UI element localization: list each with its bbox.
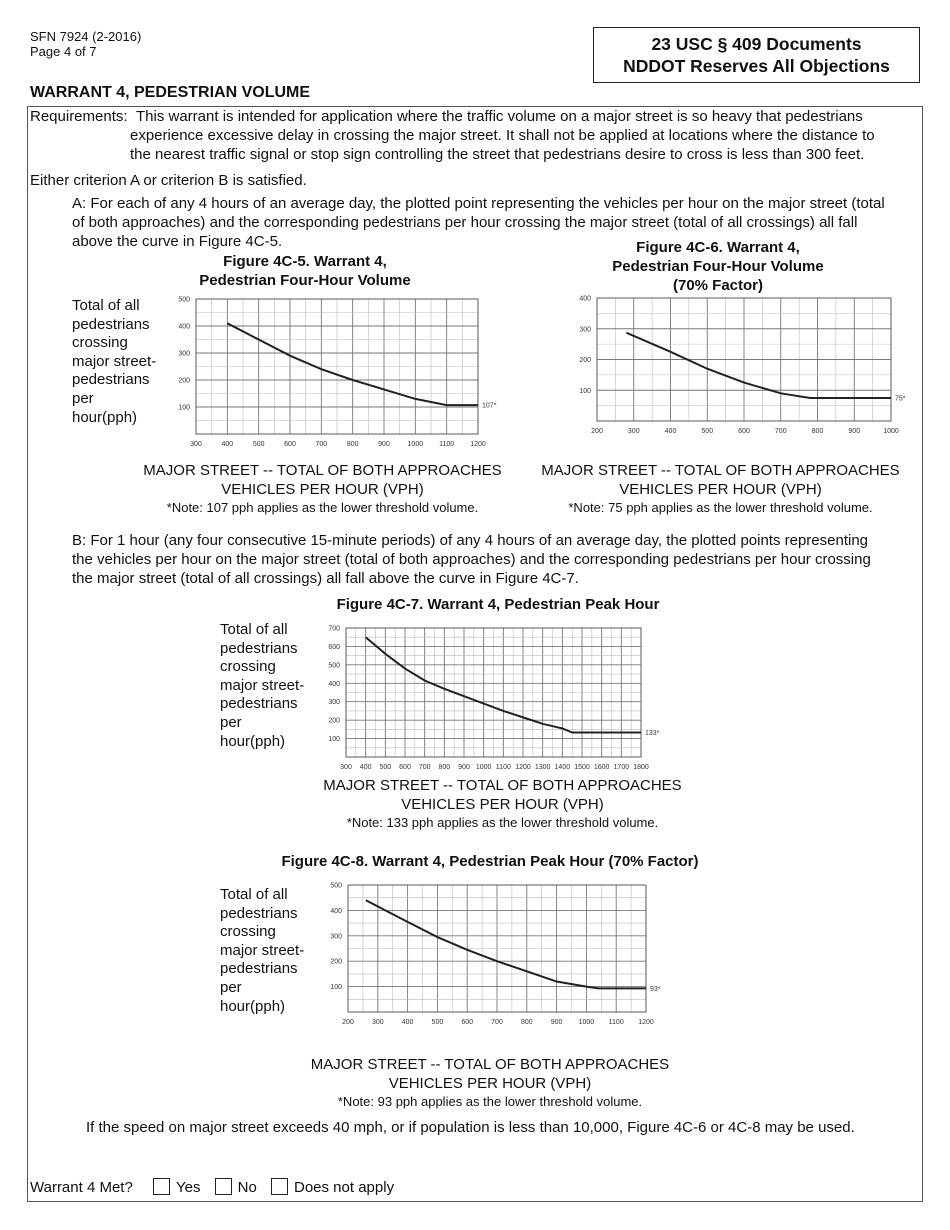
figure-4c7-y-label — [220, 621, 304, 751]
figure-4c8-y-label — [220, 886, 304, 1016]
x-tick-label: 1200 — [638, 1019, 654, 1026]
yes-checkbox[interactable] — [153, 1178, 170, 1195]
x-label-line-2: VEHICLES PER HOUR (VPH) — [401, 796, 604, 813]
figure-4c8-title: Figure 4C-8. Warrant 4, Pedestrian Peak Hour (70% Factor) — [281, 853, 699, 870]
x-tick-label: 300 — [371, 1019, 384, 1026]
x-tick-label: 300 — [340, 764, 352, 771]
x-tick-label: 500 — [431, 1019, 444, 1026]
y-label-line: pedestrians — [220, 960, 298, 978]
x-label-line-2: VEHICLES PER HOUR (VPH) — [388, 1075, 592, 1092]
na-option[interactable] — [271, 1179, 394, 1196]
figure-4c6-x-label — [528, 461, 913, 499]
x-tick-label: 1800 — [633, 764, 649, 771]
y-label-line: crossing — [220, 923, 276, 941]
threshold-label: 133* — [645, 729, 660, 737]
x-tick-label: 500 — [701, 428, 714, 435]
criterion-b-line-3: the major street (total of all crossings) all fall above the curve in Figure 4C-7. — [72, 570, 579, 587]
criterion-a-line-3: above the curve in Figure 4C-5. — [72, 233, 283, 250]
figure-4c5-x-label — [130, 461, 515, 499]
x-tick-label: 200 — [591, 428, 603, 435]
x-tick-label: 400 — [664, 428, 677, 435]
x-tick-label: 400 — [401, 1019, 414, 1026]
figure-4c6-title-1: Figure 4C-6. Warrant 4, — [636, 239, 800, 256]
x-tick-label: 800 — [811, 428, 824, 435]
figure-4c8-x-label — [285, 1055, 695, 1093]
y-label-line: pedestrians — [72, 315, 150, 333]
x-label-line-2: VEHICLES PER HOUR (VPH) — [619, 481, 822, 498]
figure-4c7-chart — [320, 620, 670, 770]
threshold-curve — [626, 333, 891, 398]
y-tick-label: 100 — [330, 984, 342, 992]
y-label-line: pedestrians — [220, 639, 298, 657]
threshold-label: 93* — [650, 985, 661, 993]
y-label-line: hour(pph) — [220, 997, 286, 1015]
x-tick-label: 1600 — [593, 764, 610, 771]
x-tick-label: 1200 — [515, 764, 531, 771]
y-tick-label: 400 — [579, 295, 591, 303]
x-tick-label: 800 — [438, 764, 451, 771]
x-tick-label: 600 — [399, 764, 411, 771]
x-tick-label: 900 — [458, 764, 470, 771]
figure-4c5-y-label — [72, 297, 156, 427]
x-tick-label: 400 — [359, 764, 372, 771]
x-tick-label: 700 — [315, 441, 328, 448]
x-tick-label: 500 — [379, 764, 392, 771]
criterion-b-line-1: B: For 1 hour (any four consecutive 15-minute periods) of any 4 hours of an average day, the plotted points representing — [72, 532, 869, 549]
x-tick-label: 1100 — [495, 764, 511, 771]
x-label-line-1: MAJOR STREET -- TOTAL OF BOTH APPROACHES — [310, 1056, 670, 1073]
y-tick-label: 300 — [178, 350, 190, 358]
form-number: SFN 7924 (2-2016) — [30, 29, 142, 44]
y-tick-label: 700 — [328, 625, 340, 633]
na-label: Does not apply — [294, 1179, 395, 1196]
figure-4c7-x-label — [305, 776, 700, 814]
y-tick-label: 500 — [330, 882, 342, 890]
x-tick-label: 900 — [848, 428, 861, 435]
requirements-line-1: This warrant is intended for application where the traffic volume on a major street is so heavy that pedestrians — [136, 108, 863, 125]
x-tick-label: 1000 — [578, 1019, 595, 1026]
criteria-intro: Either criterion A or criterion B is satisfied. — [30, 172, 307, 189]
x-tick-label: 1000 — [407, 441, 424, 448]
y-tick-label: 200 — [328, 717, 340, 725]
y-label-line: pedestrians — [72, 371, 150, 389]
y-tick-label: 100 — [579, 387, 591, 395]
speed-note: If the speed on major street exceeds 40 mph, or if population is less than 10,000, Figure 4C-6 or 4C-8 may be used. — [86, 1119, 855, 1136]
stamp-line-1: 23 USC § 409 Documents — [651, 34, 862, 54]
x-tick-label: 700 — [491, 1019, 503, 1026]
section-title: WARRANT 4, PEDESTRIAN VOLUME — [30, 84, 311, 101]
figure-4c5-note: *Note: 107 pph applies as the lower threshold volume. — [166, 500, 479, 515]
y-tick-label: 300 — [579, 326, 591, 334]
yes-label: Yes — [175, 1179, 201, 1196]
x-tick-label: 600 — [461, 1019, 474, 1026]
y-tick-label: 400 — [178, 323, 190, 331]
x-label-line-1: MAJOR STREET -- TOTAL OF BOTH APPROACHES — [323, 777, 682, 794]
stamp-line-2: NDDOT Reserves All Objections — [623, 56, 890, 76]
no-option[interactable] — [215, 1179, 257, 1196]
x-tick-label: 600 — [738, 428, 750, 435]
y-label-line: per — [220, 713, 242, 731]
y-label-line: major street- — [72, 352, 157, 370]
y-tick-label: 600 — [328, 643, 340, 651]
x-tick-label: 400 — [221, 441, 234, 448]
figure-4c7-title: Figure 4C-7. Warrant 4, Pedestrian Peak Hour — [336, 596, 660, 613]
y-tick-label: 200 — [330, 958, 342, 966]
figure-4c5-title — [180, 252, 430, 290]
warrant-met-label: Warrant 4 Met? — [30, 1179, 133, 1196]
y-label-line: major street- — [220, 676, 305, 694]
y-label-line: crossing — [72, 334, 128, 352]
figure-4c5-title-2: Pedestrian Four-Hour Volume — [199, 272, 411, 289]
figure-4c8-note: *Note: 93 pph applies as the lower threshold volume. — [337, 1094, 643, 1109]
criterion-a-line-2: of both approaches) and the corresponding pedestrians per hour crossing the major street (total of all crossings) all fall — [72, 214, 858, 231]
x-tick-label: 900 — [550, 1019, 563, 1026]
page-number: Page 4 of 7 — [30, 44, 97, 59]
figure-4c5-chart — [170, 290, 497, 448]
no-checkbox[interactable] — [215, 1178, 232, 1195]
y-label-line: Total of all — [220, 886, 288, 903]
x-tick-label: 600 — [284, 441, 296, 448]
x-tick-label: 700 — [418, 764, 431, 771]
y-label-line: hour(pph) — [220, 732, 286, 750]
requirements-line-2: experience excessive delay in crossing the major street. It shall not be applied at locations where the distance to — [130, 127, 875, 144]
yes-option[interactable] — [153, 1179, 200, 1196]
x-tick-label: 300 — [190, 441, 202, 448]
figure-4c7-note: *Note: 133 pph applies as the lower threshold volume. — [346, 815, 659, 830]
requirements-line-3: the nearest traffic signal or stop sign controlling the street that pedestrians desire to cross is less than 300 feet. — [130, 146, 865, 163]
x-label-line-2: VEHICLES PER HOUR (VPH) — [221, 481, 424, 498]
warrant-met-row — [30, 1178, 394, 1197]
no-label: No — [237, 1179, 257, 1196]
figure-4c6-title — [592, 238, 844, 295]
y-label-line: per — [220, 978, 242, 996]
y-tick-label: 200 — [579, 357, 591, 364]
y-tick-label: 300 — [328, 699, 340, 707]
y-tick-label: 100 — [178, 404, 190, 412]
x-tick-label: 1700 — [613, 764, 630, 771]
x-label-line-1: MAJOR STREET -- TOTAL OF BOTH APPROACHES — [541, 462, 900, 479]
y-label-line: pedestrians — [220, 695, 298, 713]
y-label-line: Total of all — [220, 621, 288, 638]
y-tick-label: 300 — [330, 933, 342, 941]
y-label-line: crossing — [220, 658, 276, 676]
x-tick-label: 900 — [378, 441, 390, 448]
threshold-label: 75* — [895, 395, 906, 403]
x-tick-label: 1300 — [534, 764, 551, 771]
y-tick-label: 100 — [328, 736, 340, 744]
y-tick-label: 500 — [328, 662, 340, 670]
figure-4c5-title-1: Figure 4C-5. Warrant 4, — [223, 253, 387, 270]
y-label-line: hour(pph) — [72, 408, 138, 426]
figure-4c6-chart — [575, 291, 906, 435]
figure-4c6-note: *Note: 75 pph applies as the lower threshold volume. — [568, 500, 873, 515]
x-tick-label: 700 — [774, 428, 787, 435]
y-label-line: pedestrians — [220, 904, 298, 922]
y-tick-label: 200 — [178, 377, 190, 385]
x-tick-label: 1000 — [883, 428, 899, 435]
x-tick-label: 1400 — [554, 764, 571, 771]
x-tick-label: 800 — [520, 1019, 533, 1026]
y-tick-label: 500 — [178, 296, 190, 304]
requirements-label: Requirements: — [30, 108, 128, 125]
x-tick-label: 1100 — [439, 441, 455, 448]
figure-4c6-title-3: (70% Factor) — [672, 277, 764, 294]
y-tick-label: 400 — [328, 680, 340, 688]
x-tick-label: 800 — [346, 441, 359, 448]
y-label-line: Total of all — [72, 297, 140, 314]
figure-4c8-chart — [320, 878, 670, 1033]
legal-stamp — [593, 27, 920, 83]
x-tick-label: 1100 — [608, 1019, 624, 1026]
threshold-label: 107* — [482, 402, 497, 410]
x-tick-label: 1000 — [475, 764, 492, 771]
y-label-line: major street- — [220, 941, 305, 959]
x-tick-label: 1200 — [470, 441, 486, 448]
criterion-b-line-2: the vehicles per hour on the major street (total of both approaches) and the corresponding pedestrians per hour crossing — [72, 551, 871, 568]
criterion-a-line-1: A: For each of any 4 hours of an average day, the plotted point representing the vehicles per hour on the major street (total — [72, 195, 885, 212]
x-tick-label: 500 — [252, 441, 265, 448]
y-tick-label: 400 — [330, 907, 342, 915]
x-label-line-1: MAJOR STREET -- TOTAL OF BOTH APPROACHES — [143, 462, 502, 479]
x-tick-label: 200 — [342, 1019, 354, 1026]
does-not-apply-checkbox[interactable] — [271, 1178, 288, 1195]
x-tick-label: 300 — [627, 428, 640, 435]
y-label-line: per — [72, 389, 94, 407]
x-tick-label: 1500 — [574, 764, 590, 771]
figure-4c6-title-2: Pedestrian Four-Hour Volume — [612, 258, 824, 275]
